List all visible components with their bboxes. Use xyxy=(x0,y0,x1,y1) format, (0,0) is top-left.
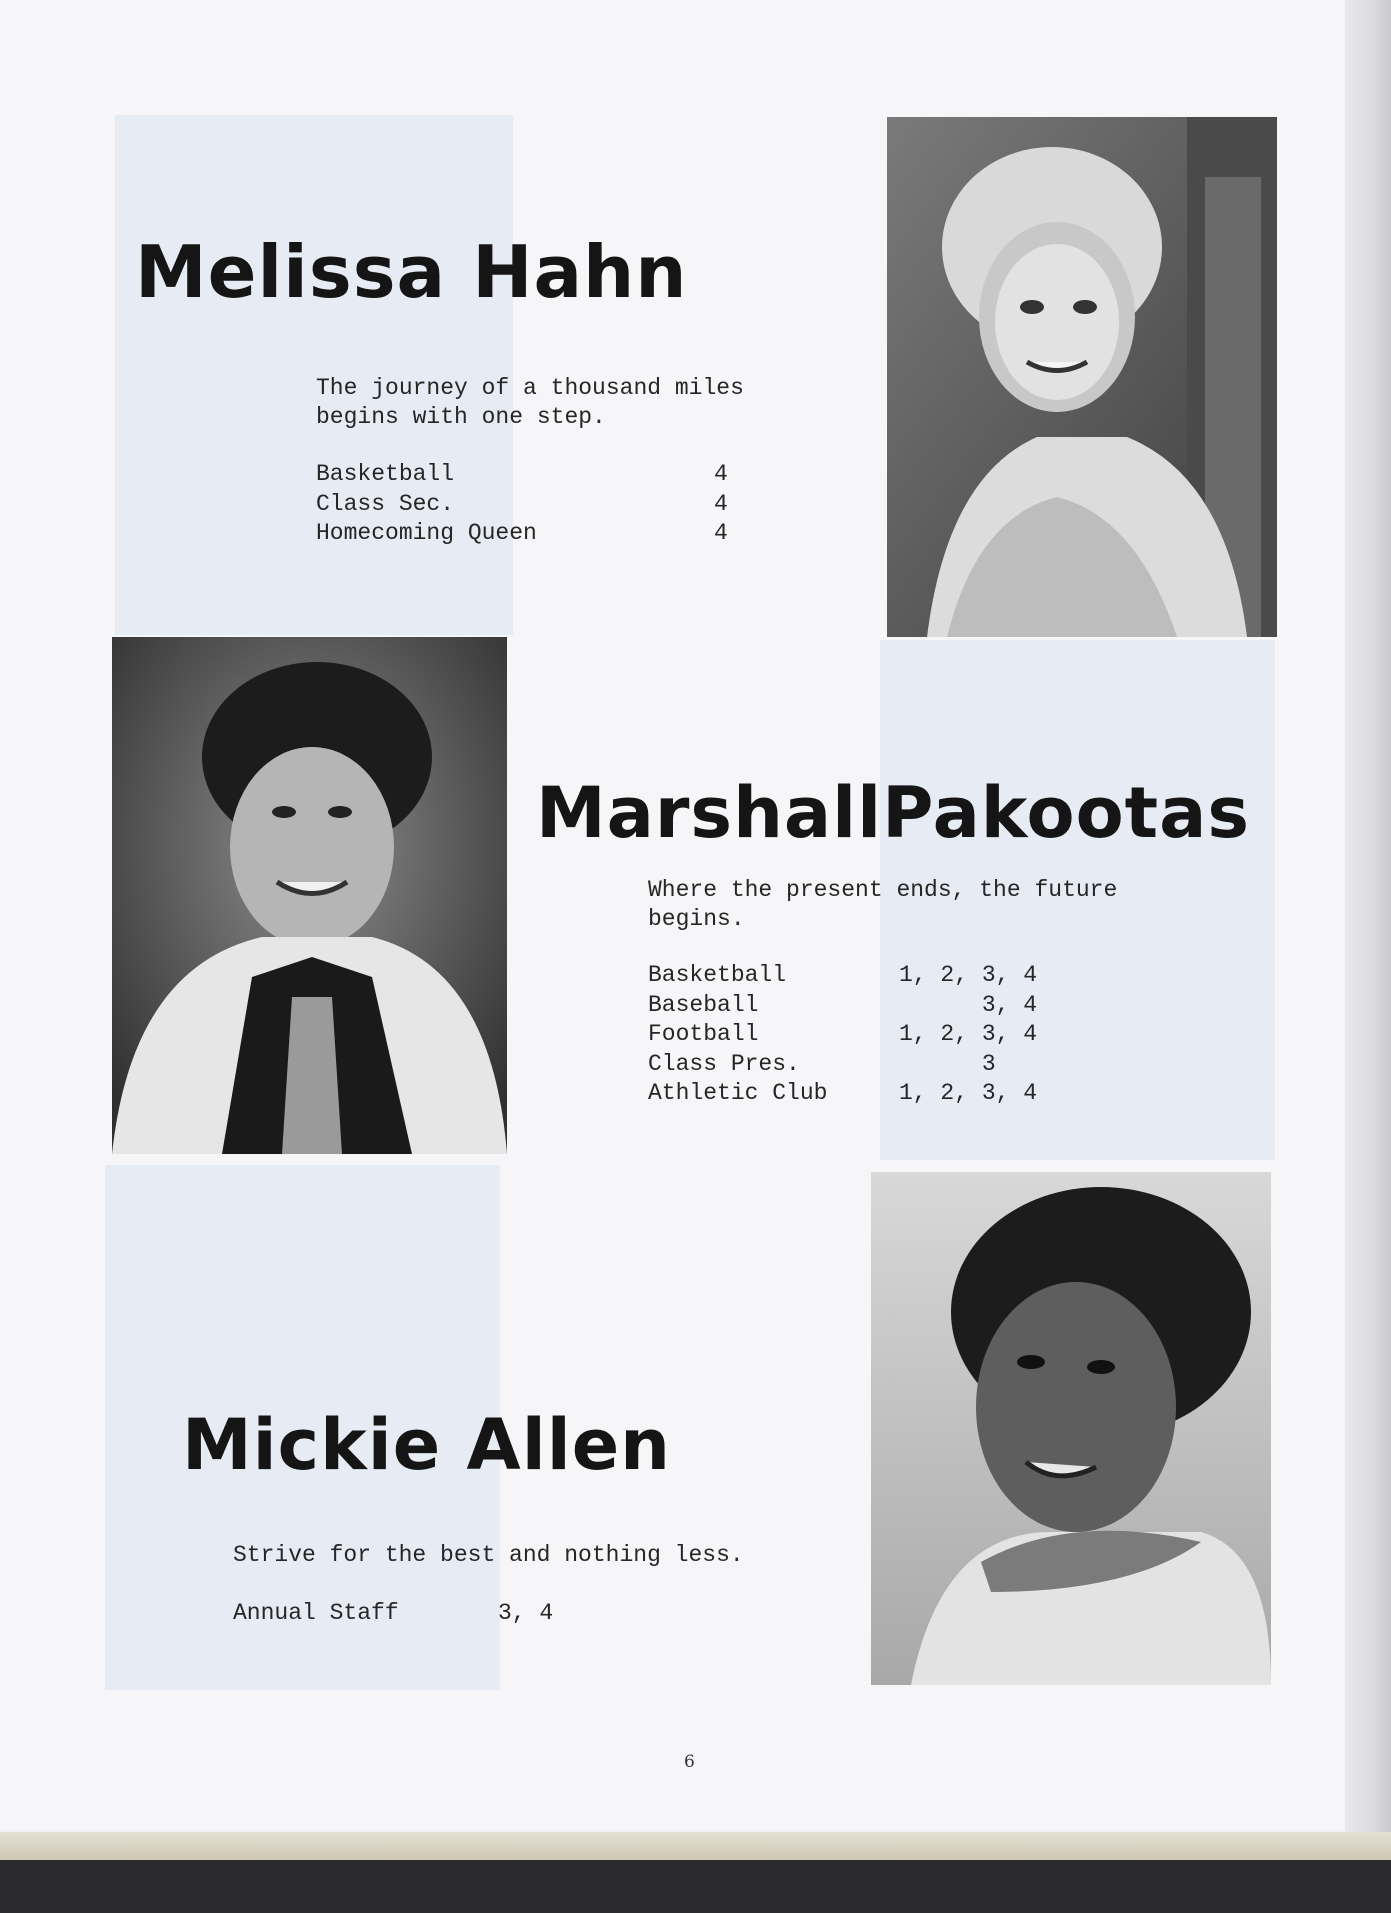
senior-portrait-photo xyxy=(887,117,1277,637)
activity-years: 3, 4 xyxy=(899,991,1038,1018)
activity-years: 4 xyxy=(714,461,728,487)
senior-portrait-photo xyxy=(871,1172,1271,1685)
activity-years: 3, 4 xyxy=(498,1600,554,1626)
activity-name: Athletic Club xyxy=(648,1080,828,1106)
activity-list xyxy=(316,460,728,549)
senior-motto: The journey of a thousand miles begins with one step. xyxy=(316,375,744,430)
activity-list xyxy=(233,1599,553,1629)
page-spine-shadow xyxy=(1345,0,1391,1913)
activity-years: 3 xyxy=(899,1050,996,1077)
activity-name: Homecoming Queen xyxy=(316,520,537,546)
activity-item xyxy=(316,519,728,549)
activity-name: Football xyxy=(648,1021,759,1047)
activity-name: Basketball xyxy=(316,461,455,487)
senior-name: MarshallPakootas xyxy=(536,772,1251,854)
senior-motto: Strive for the best and nothing less. xyxy=(233,1542,744,1568)
activity-name: Class Pres. xyxy=(648,1050,800,1077)
activity-years: 1, 2, 3, 4 xyxy=(899,962,1038,988)
activity-item xyxy=(648,1079,1037,1109)
activity-item xyxy=(648,1050,1037,1080)
senior-name: Mickie Allen xyxy=(182,1404,672,1486)
activity-years: 1, 2, 3, 4 xyxy=(899,1021,1038,1047)
activity-list xyxy=(648,961,1037,1109)
senior-name: Melissa Hahn xyxy=(135,230,688,314)
activity-years: 1, 2, 3, 4 xyxy=(899,1080,1038,1106)
activity-years: 4 xyxy=(714,520,728,546)
activity-item xyxy=(648,1020,1037,1050)
activity-name: Class Sec. xyxy=(316,490,455,517)
page-edge xyxy=(0,1832,1391,1860)
activity-name: Annual Staff xyxy=(233,1600,399,1626)
activity-item xyxy=(233,1599,553,1629)
activity-name: Baseball xyxy=(648,991,759,1018)
activity-item xyxy=(316,490,728,520)
activity-item xyxy=(648,991,1037,1021)
page-number: 6 xyxy=(684,1752,695,1772)
activity-item xyxy=(316,460,728,490)
scan-background xyxy=(0,1860,1391,1913)
activity-name: Basketball xyxy=(648,962,787,988)
activity-years: 4 xyxy=(714,490,728,517)
activity-item xyxy=(648,961,1037,991)
senior-motto: Where the present ends, the future begins. xyxy=(648,877,1118,932)
senior-portrait-photo xyxy=(112,637,507,1154)
